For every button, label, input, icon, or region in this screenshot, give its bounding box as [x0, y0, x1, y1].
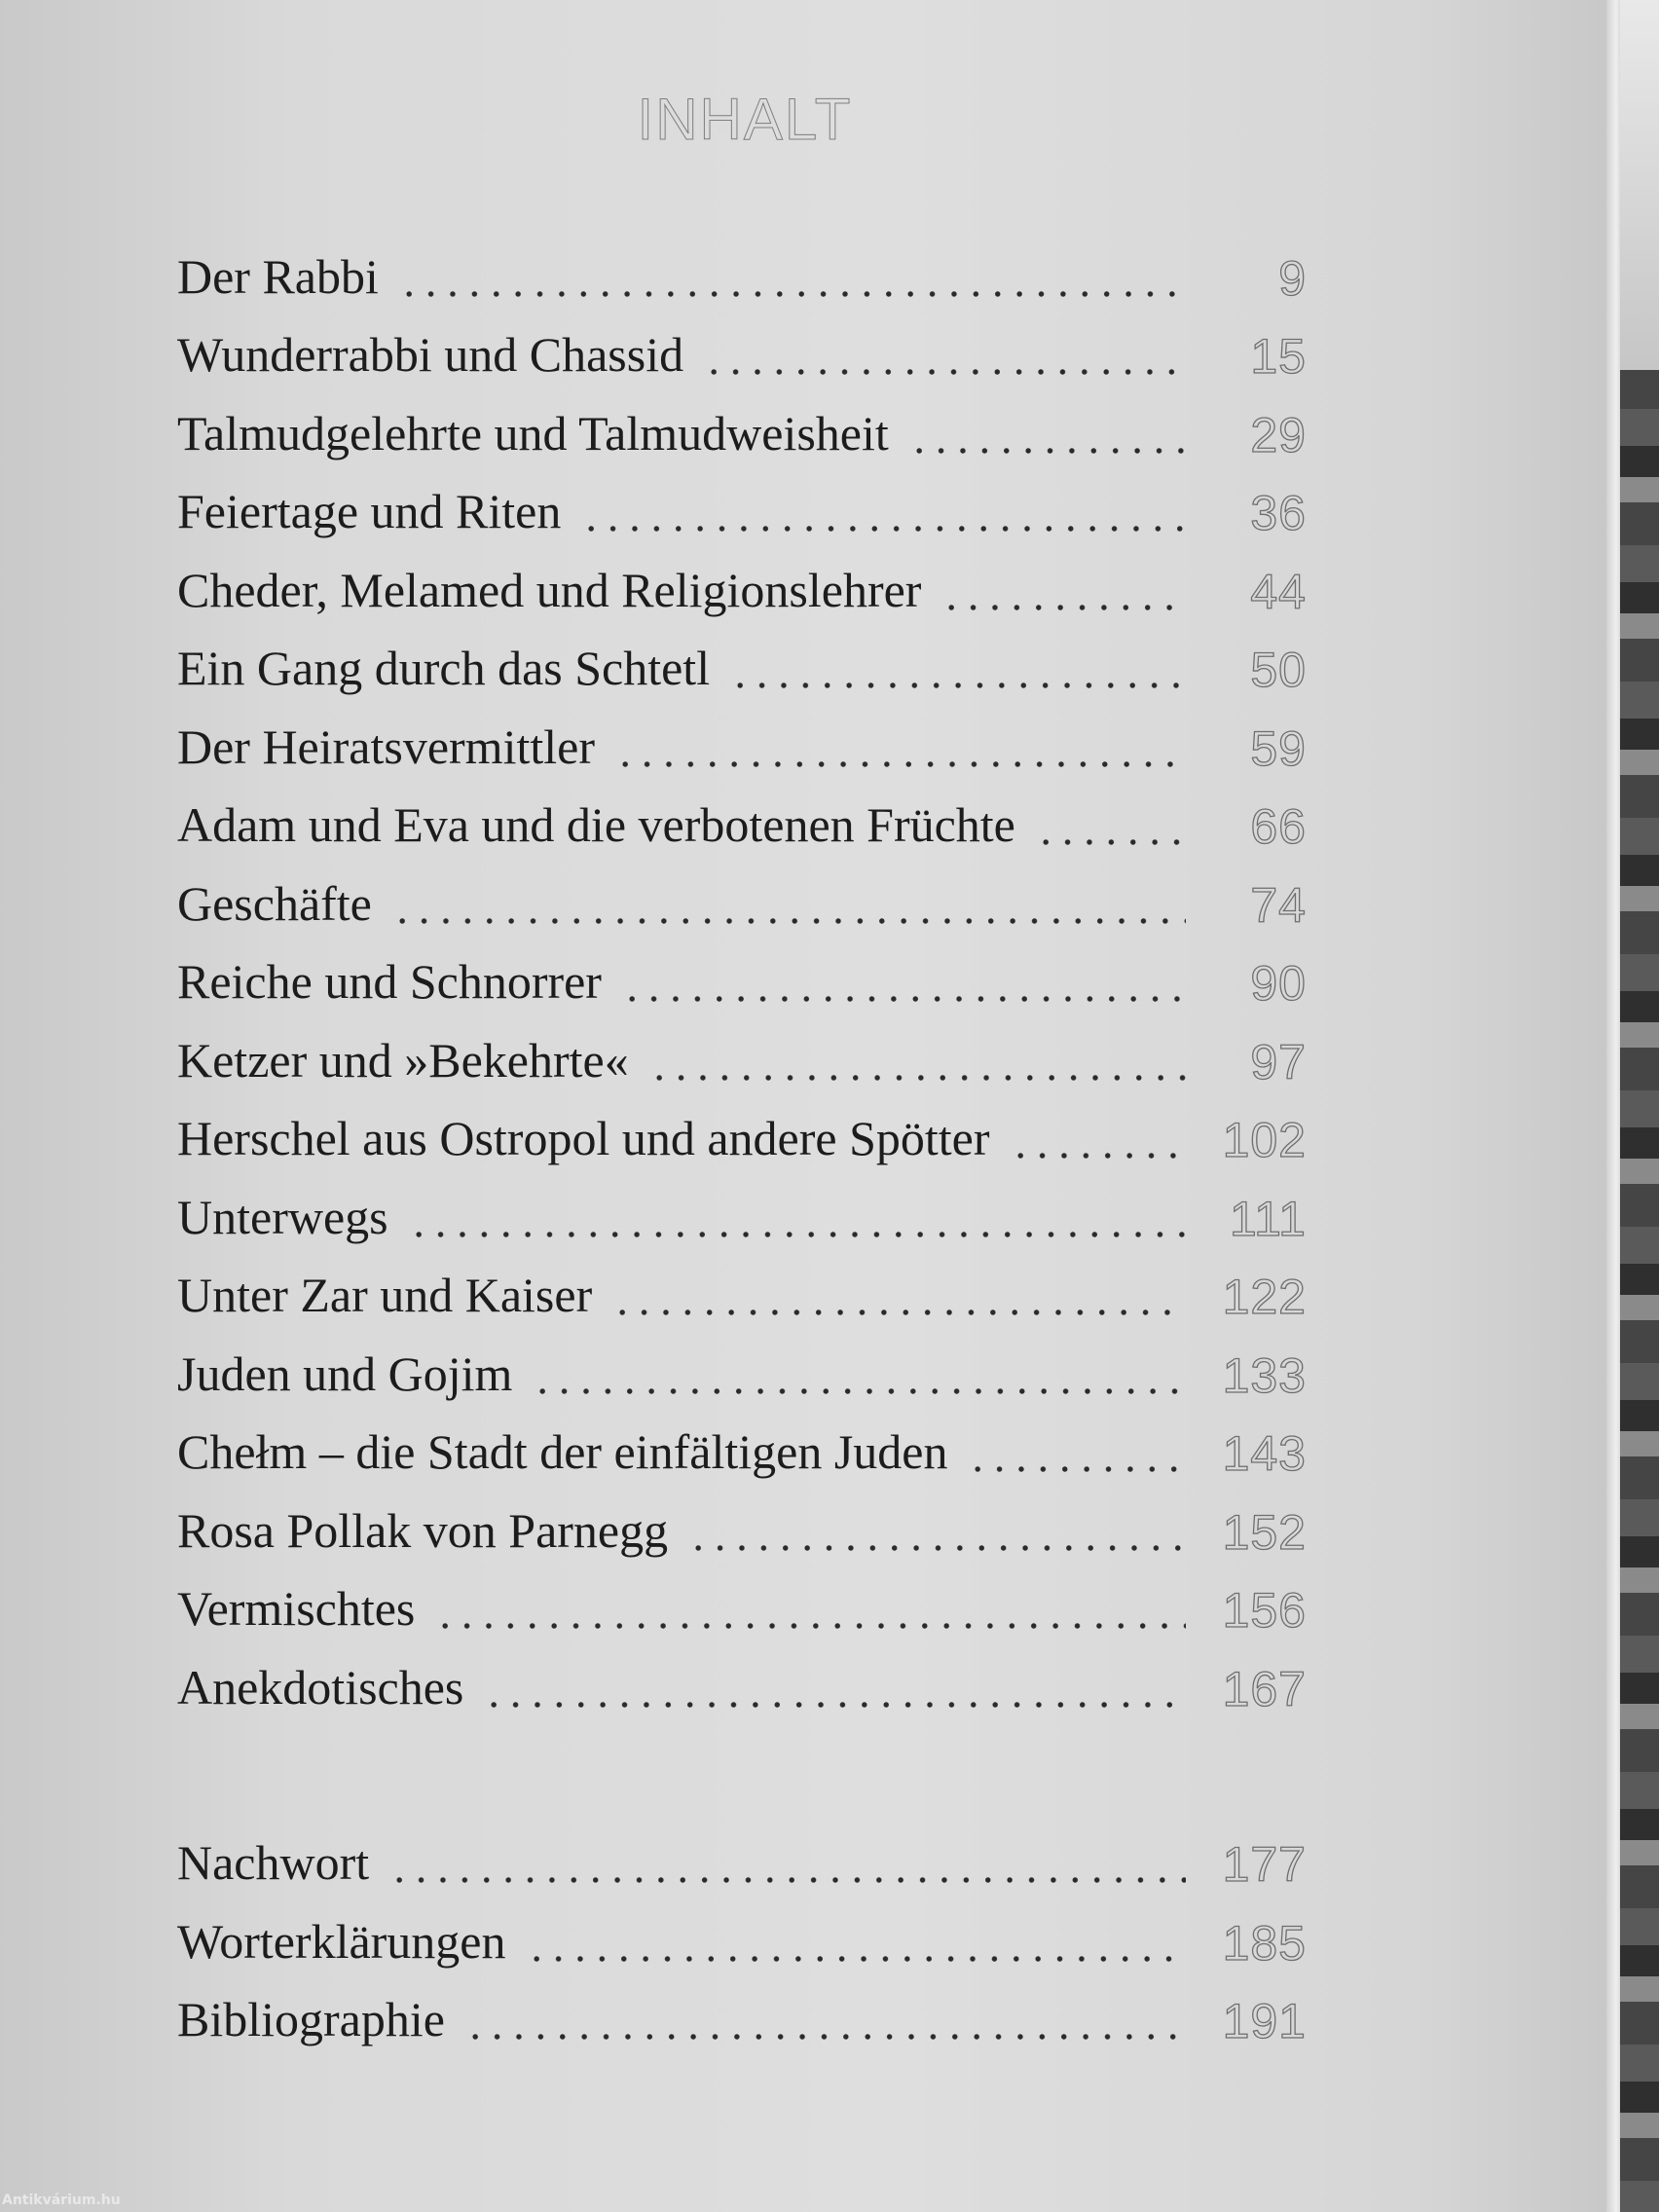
toc-entry [177, 1642, 1307, 1721]
section-gap [177, 1721, 1307, 1819]
cover-highlight [1620, 0, 1659, 370]
toc-entry [177, 1172, 1307, 1251]
toc-entry-page: 167 [1222, 1661, 1307, 1716]
toc-entry-title: Chełm – die Stadt der einfältigen Juden [177, 1424, 948, 1479]
toc-entry [177, 859, 1307, 938]
toc-entry-page: 36 [1250, 486, 1307, 540]
toc-entry-title: Geschäfte [177, 875, 372, 931]
toc-entry [177, 311, 1307, 389]
dot-leader [940, 564, 1186, 612]
toc-entry-title: Rosa Pollak von Parnegg [177, 1502, 669, 1558]
dot-leader [408, 1191, 1186, 1239]
toc-entry-page: 143 [1222, 1426, 1307, 1481]
toc-entry-page: 59 [1250, 720, 1307, 776]
dot-leader [648, 1034, 1186, 1083]
dot-leader [621, 955, 1186, 1004]
toc-entry-title: Bibliographie [177, 1992, 445, 2046]
toc-entry-title: Ein Gang durch das Schtetl [177, 641, 711, 695]
dot-leader [1035, 798, 1186, 847]
toc-appendix-entry [177, 1975, 1307, 2054]
toc-entry-title: Feiertage und Riten [177, 484, 562, 538]
toc-entry-page: 102 [1222, 1113, 1307, 1167]
page-heading: INHALT [637, 87, 853, 152]
toc-entry-title: Unter Zar und Kaiser [177, 1268, 593, 1322]
toc-entry [177, 1408, 1307, 1487]
toc-entry-title: Ketzer und »Bekehrte« [177, 1032, 629, 1088]
toc-entry-page: 50 [1250, 643, 1307, 697]
toc-entry-page: 97 [1250, 1034, 1307, 1089]
toc-entry-page: 152 [1222, 1504, 1307, 1560]
dot-leader [614, 720, 1186, 769]
toc-entry-title: Wunderrabbi und Chassid [177, 327, 684, 382]
toc-entry-title: Nachwort [177, 1835, 370, 1890]
dot-leader [391, 877, 1186, 926]
toc-entry-title: Adam und Eva und die verbotenen Früchte [177, 797, 1015, 852]
toc-entry-page: 90 [1250, 956, 1307, 1011]
toc-entry [177, 232, 1307, 311]
toc-entry [177, 467, 1307, 546]
toc-entry-page: 44 [1250, 564, 1307, 619]
table-of-contents [177, 232, 1307, 2053]
dot-leader [908, 407, 1186, 456]
toc-entry [177, 1329, 1307, 1408]
dot-leader [580, 485, 1186, 534]
dot-leader [1010, 1112, 1187, 1161]
dot-leader [532, 1347, 1186, 1396]
toc-entry-title: Herschel aus Ostropol und andere Spötter [177, 1111, 990, 1165]
dot-leader [526, 1915, 1187, 1964]
dot-leader [703, 328, 1186, 377]
toc-entry-page: 29 [1250, 407, 1307, 462]
toc-entry [177, 938, 1307, 1016]
toc-entry-title: Talmudgelehrte und Talmudweisheit [177, 405, 889, 461]
toc-entry [177, 702, 1307, 781]
toc-entry-page: 191 [1222, 1994, 1307, 2048]
dot-leader [729, 642, 1186, 690]
toc-entry [177, 1094, 1307, 1173]
toc-entry-page: 122 [1222, 1270, 1307, 1324]
toc-entry [177, 1565, 1307, 1643]
toc-entry-title: Unterwegs [177, 1189, 388, 1244]
toc-entry-page: 156 [1222, 1583, 1307, 1638]
toc-entry-page: 177 [1222, 1837, 1307, 1892]
toc-entry-title: Worterklärungen [177, 1913, 506, 1969]
toc-entry [177, 1486, 1307, 1565]
toc-entry-page: 185 [1222, 1915, 1307, 1971]
toc-appendix-entry [177, 1897, 1307, 1975]
dot-leader [464, 1993, 1186, 2042]
dot-leader [611, 1269, 1186, 1317]
dot-leader [687, 1504, 1186, 1553]
toc-entry-title: Der Rabbi [177, 248, 379, 304]
toc-entry-title: Reiche und Schnorrer [177, 954, 602, 1009]
toc-entry-title: Juden und Gojim [177, 1346, 513, 1401]
toc-entry-page: 15 [1250, 329, 1307, 384]
toc-entry-page: 133 [1222, 1347, 1307, 1403]
dot-leader [967, 1425, 1186, 1474]
toc-entry-page: 66 [1250, 799, 1307, 854]
toc-entry [177, 781, 1307, 860]
toc-entry-title: Vermischtes [177, 1581, 416, 1636]
dot-leader [398, 250, 1186, 299]
toc-entry-title: Anekdotisches [177, 1659, 464, 1714]
watermark: Antikvárium.hu [2, 2193, 121, 2208]
toc-entry [177, 1251, 1307, 1330]
dot-leader [434, 1582, 1186, 1631]
toc-entry [177, 624, 1307, 703]
toc-entry [177, 1015, 1307, 1094]
toc-entry-page: 9 [1278, 250, 1307, 306]
toc-entry-page: 74 [1250, 877, 1307, 933]
dot-leader [388, 1836, 1186, 1885]
toc-entry [177, 388, 1307, 467]
toc-appendix-entry [177, 1819, 1307, 1898]
toc-entry [177, 545, 1307, 624]
toc-entry-title: Cheder, Melamed und Religionslehrer [177, 562, 922, 617]
toc-entry-title: Der Heiratsvermittler [177, 719, 595, 774]
dot-leader [483, 1661, 1186, 1710]
toc-entry-page: 111 [1229, 1191, 1307, 1246]
